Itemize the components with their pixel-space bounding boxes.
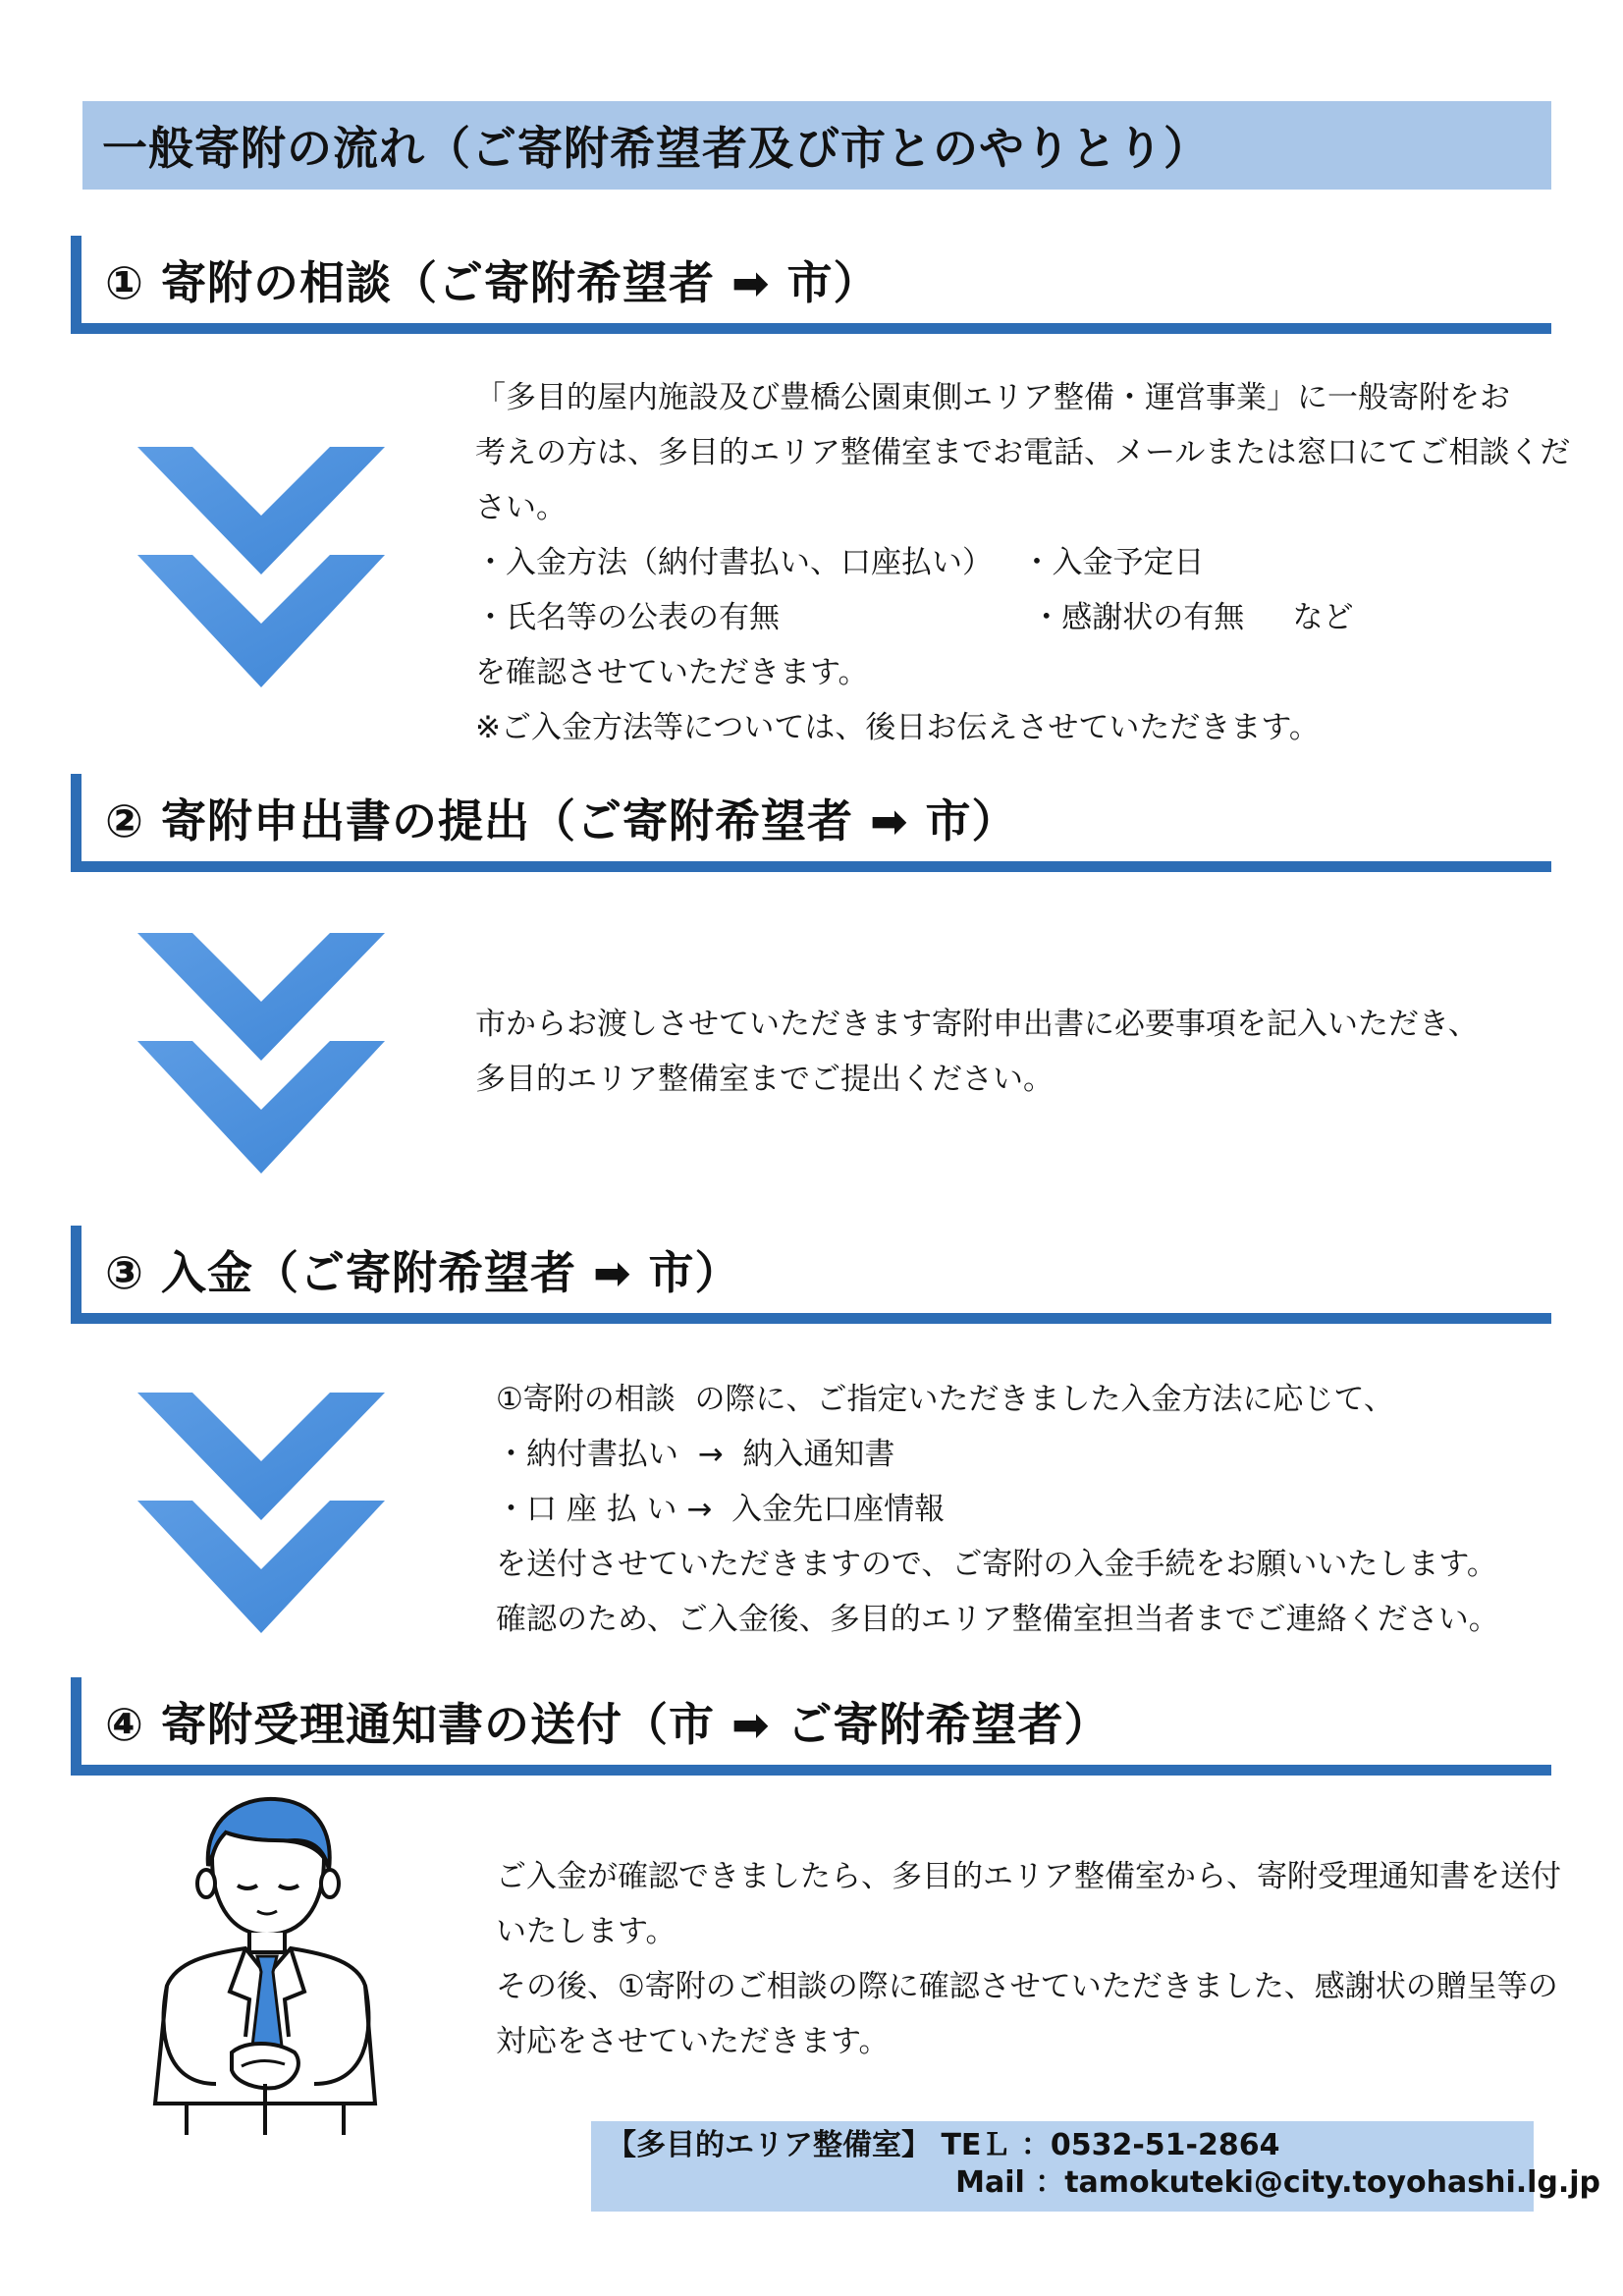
step-4-heading-bar <box>71 1677 1551 1776</box>
step-2-heading-bar <box>71 774 1551 872</box>
step-4-text: ご入金が確認できましたら、多目的エリア整備室から、寄附受理通知書を送付 いたします。 その後、①寄附のご相談の際に確認させていただきました、感謝状の贈呈等の 対応をさせていただきます。 <box>496 1859 1561 2059</box>
step-3-heading-bar <box>71 1226 1551 1324</box>
step-4-heading: ④ 寄附受理通知書の送付（市 ➡ ご寄附希望者） <box>105 1697 1110 1751</box>
page-title-bar <box>82 101 1551 190</box>
double-chevron-down-icon <box>137 447 385 692</box>
double-chevron-down-icon <box>137 1393 385 1638</box>
contact-email[interactable]: Mail ：tamokuteki@city.toyohashi.lg.jp <box>607 2165 1601 2200</box>
step-1-text: 「多目的屋内施設及び豊橋公園東側エリア整備・運営事業」に一般寄附をお 考えの方は、多目的エリア整備室までお電話、メールまたは窓口にてご相談くだ さい。 ・入金方法（納付書払い、口座払い） ・入金予定日 ・氏名等の公表の有無 ・感謝状の有無 など を確認させていただきます。 ※ご入金方法等については、後日お伝えさせていただきます。 <box>475 380 1571 745</box>
double-chevron-down-icon <box>137 933 385 1178</box>
step-3-heading: ③ 入金（ご寄附希望者 ➡ 市） <box>105 1245 741 1299</box>
step-3-text: ①寄附の相談 の際に、ご指定いただきました入金方法に応じて、 ・納付書払い → 納入通知書 ・口 座 払 い → 入金先口座情報 を送付させていただきますので、ご寄附の入金手続をお願いいたします。 確認のため、ご入金後、多目的エリア整備室担当者までご連絡ください。 <box>496 1382 1499 1637</box>
step-2-heading: ② 寄附申出書の提出（ご寄附希望者 ➡ 市） <box>105 793 1018 847</box>
step-2-text: 市からお渡しさせていただきます寄附申出書に必要事項を記入いただき、 多目的エリア整備室までご提出ください。 <box>475 1007 1479 1097</box>
page-title: 一般寄附の流れ（ご寄附希望者及び市とのやりとり） <box>102 122 1210 175</box>
contact-phone: 【多目的エリア整備室】 TEＬ ：0532-51-2864 <box>607 2128 1280 2162</box>
contact-box <box>591 2121 1601 2212</box>
step-1-heading: ① 寄附の相談（ご寄附希望者 ➡ 市） <box>105 255 880 309</box>
bowing-person-icon <box>147 1789 383 2143</box>
step-1-heading-bar <box>71 236 1551 334</box>
